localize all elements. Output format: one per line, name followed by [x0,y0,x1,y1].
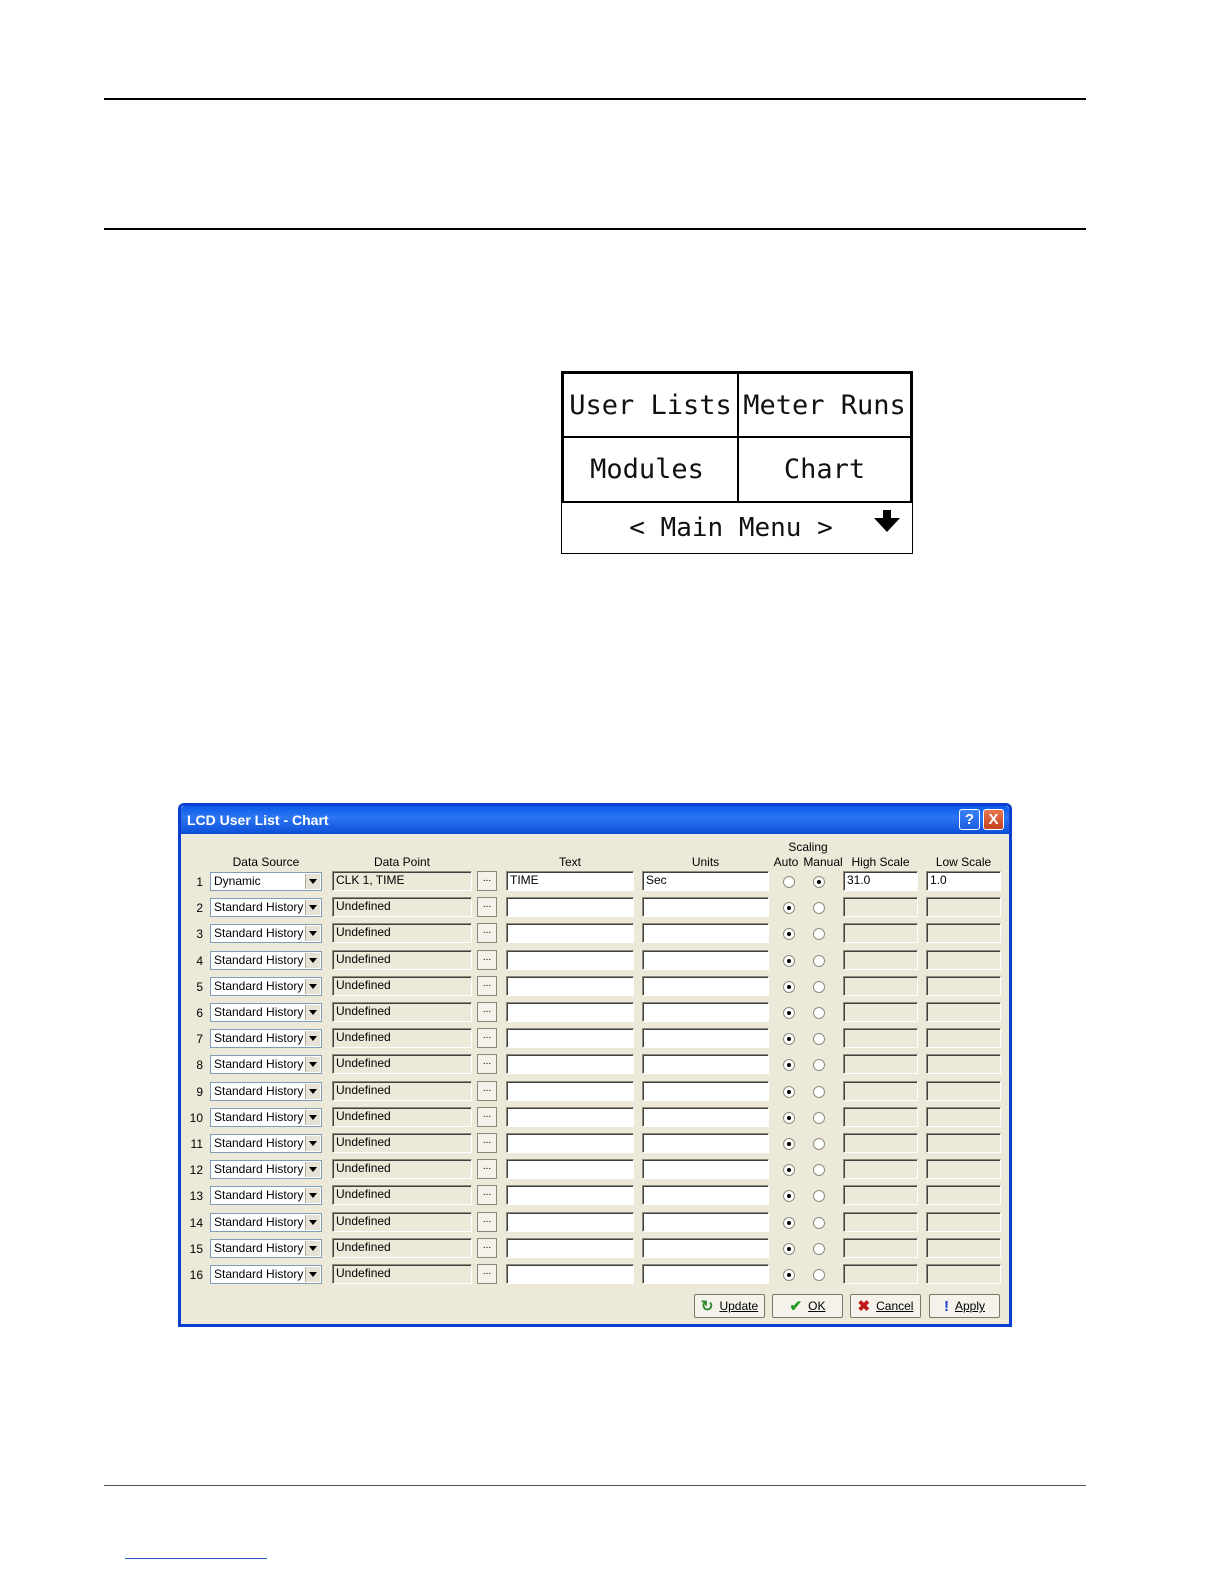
scaling-auto-radio[interactable] [783,1007,795,1019]
data-source-value: Standard History [214,900,304,914]
scaling-auto-radio[interactable] [783,1269,795,1281]
units-input[interactable] [642,1107,769,1127]
data-point-field: Undefined [332,950,472,970]
high-scale-input[interactable] [843,1028,918,1048]
data-source-value: Standard History [214,1057,304,1071]
chevron-down-icon[interactable] [305,1005,320,1020]
data-source-value: Standard History [214,1031,304,1045]
text-input[interactable] [506,1054,634,1074]
row-number: 7 [196,1032,203,1046]
data-source-select[interactable] [210,977,322,996]
units-input[interactable] [642,1054,769,1074]
units-input[interactable] [642,897,769,917]
text-input[interactable] [506,1185,634,1205]
high-scale-input[interactable] [843,1002,918,1022]
browse-button[interactable]: ... [477,923,497,943]
low-scale-input[interactable] [926,923,1001,943]
header-rule-bottom [104,228,1086,230]
data-source-value: Standard History [214,926,304,940]
scaling-manual-radio[interactable] [813,1033,825,1045]
browse-button[interactable]: ... [477,1081,497,1101]
data-point-field: Undefined [332,897,472,917]
browse-button[interactable]: ... [477,976,497,996]
header-high-scale: High Scale [851,855,910,869]
text-input[interactable] [506,976,634,996]
high-scale-input[interactable]: 31.0 [843,871,918,891]
high-scale-input[interactable] [843,1264,918,1284]
update-button[interactable] [694,1294,765,1318]
chevron-down-icon[interactable] [305,1031,320,1046]
units-input[interactable] [642,1212,769,1232]
row-number: 13 [189,1189,203,1203]
row-number: 5 [196,980,203,994]
row-number: 14 [189,1216,203,1230]
data-point-field: Undefined [332,1159,472,1179]
low-scale-input[interactable]: 1.0 [926,871,1001,891]
text-input[interactable] [506,1212,634,1232]
scaling-manual-radio[interactable] [813,1059,825,1071]
data-source-value: Dynamic [214,874,261,888]
data-source-select[interactable] [210,1186,322,1205]
high-scale-input[interactable] [843,1185,918,1205]
data-point-field: Undefined [332,1133,472,1153]
footer-rule [104,1485,1086,1486]
row-number: 16 [189,1268,203,1282]
data-source-select[interactable] [210,1029,322,1048]
low-scale-input[interactable] [926,1107,1001,1127]
button-label: Update [719,1299,759,1313]
chevron-down-icon[interactable] [305,1188,320,1203]
units-input[interactable] [642,1002,769,1022]
units-input[interactable] [642,950,769,970]
scaling-auto-radio[interactable] [783,876,795,888]
chevron-down-icon[interactable] [305,1136,320,1151]
row-number: 15 [189,1242,203,1256]
low-scale-input[interactable] [926,1212,1001,1232]
data-source-value: Standard History [214,1084,304,1098]
units-input[interactable]: Sec [642,871,769,891]
chevron-down-icon[interactable] [305,900,320,915]
data-source-value: Standard History [214,1188,304,1202]
high-scale-input[interactable] [843,950,918,970]
text-input[interactable]: TIME [506,871,634,891]
data-source-select[interactable] [210,1108,322,1127]
dialog-title: LCD User List - Chart [181,806,1009,834]
scaling-auto-radio[interactable] [783,1086,795,1098]
data-point-field: Undefined [332,1028,472,1048]
high-scale-input[interactable] [843,1159,918,1179]
scaling-auto-radio[interactable] [783,1217,795,1229]
data-source-value: Standard History [214,1136,304,1150]
high-scale-input[interactable] [843,1238,918,1258]
data-source-select[interactable] [210,1003,322,1022]
units-input[interactable] [642,923,769,943]
low-scale-input[interactable] [926,1238,1001,1258]
units-input[interactable] [642,1028,769,1048]
button-label: Apply [954,1299,986,1313]
text-input[interactable] [506,950,634,970]
text-input[interactable] [506,1238,634,1258]
text-input[interactable] [506,1028,634,1048]
header-rule-top [104,98,1086,100]
scaling-manual-radio[interactable] [813,981,825,993]
browse-button[interactable]: ... [477,871,497,891]
scaling-manual-radio[interactable] [813,1217,825,1229]
low-scale-input[interactable] [926,1054,1001,1074]
header-data-source: Data Source [232,855,300,869]
header-data-point: Data Point [373,855,431,869]
text-input[interactable] [506,923,634,943]
high-scale-input[interactable] [843,1054,918,1074]
lcd-footer-main-menu: < Main Menu > [629,513,833,543]
data-point-field: Undefined [332,1107,472,1127]
low-scale-input[interactable] [926,976,1001,996]
scaling-manual-radio[interactable] [813,1086,825,1098]
units-input[interactable] [642,1238,769,1258]
browse-button[interactable]: ... [477,950,497,970]
text-input[interactable] [506,1107,634,1127]
chevron-down-icon[interactable] [305,1057,320,1072]
chevron-down-icon[interactable] [305,1110,320,1125]
cancel-button[interactable] [850,1294,921,1318]
units-input[interactable] [642,976,769,996]
browse-button[interactable]: ... [477,1054,497,1074]
chevron-down-icon[interactable] [305,1267,320,1282]
text-input[interactable] [506,1133,634,1153]
scaling-manual-radio[interactable] [813,1138,825,1150]
cancel-icon: ✖ [857,1298,871,1315]
row-number: 8 [196,1058,203,1072]
browse-button[interactable]: ... [477,1212,497,1232]
low-scale-input[interactable] [926,1185,1001,1205]
lcd-item-modules[interactable]: Modules [590,454,704,485]
row-number: 4 [196,954,203,968]
browse-button[interactable]: ... [477,1028,497,1048]
scaling-auto-radio[interactable] [783,1112,795,1124]
down-arrow-head [874,518,900,532]
data-source-value: Standard History [214,979,304,993]
scaling-auto-radio[interactable] [783,1190,795,1202]
chevron-down-icon[interactable] [305,1162,320,1177]
data-source-value: Standard History [214,1215,304,1229]
update-icon: ↻ [700,1298,714,1315]
row-number: 3 [196,927,203,941]
browse-button[interactable]: ... [477,1133,497,1153]
high-scale-input[interactable] [843,897,918,917]
data-source-value: Standard History [214,1162,304,1176]
header-text: Text [558,855,581,869]
high-scale-input[interactable] [843,1107,918,1127]
browse-button[interactable]: ... [477,1159,497,1179]
browse-button[interactable]: ... [477,1185,497,1205]
data-point-field: Undefined [332,1054,472,1074]
row-number: 10 [189,1111,203,1125]
units-input[interactable] [642,1159,769,1179]
data-point-field: Undefined [332,923,472,943]
low-scale-input[interactable] [926,1028,1001,1048]
data-point-field: CLK 1, TIME [332,871,472,891]
data-point-field: Undefined [332,976,472,996]
lcd-user-list-chart-dialog [178,803,1012,1327]
text-input[interactable] [506,1264,634,1284]
row-number: 1 [196,875,203,889]
scaling-manual-radio[interactable] [813,1243,825,1255]
units-input[interactable] [642,1264,769,1284]
header-low-scale: Low Scale [935,855,992,869]
check-icon: ✔ [789,1298,803,1315]
browse-button[interactable]: ... [477,1264,497,1284]
button-label: OK [808,1299,826,1313]
row-number: 2 [196,901,203,915]
data-point-field: Undefined [332,1185,472,1205]
scaling-auto-radio[interactable] [783,1243,795,1255]
scaling-auto-radio[interactable] [783,1033,795,1045]
scaling-manual-radio[interactable] [813,902,825,914]
data-source-value: Standard History [214,1005,304,1019]
data-point-field: Undefined [332,1264,472,1284]
close-button[interactable]: X [983,809,1004,830]
data-source-value: Standard History [214,1241,304,1255]
browse-button[interactable]: ... [477,1002,497,1022]
ok-button[interactable] [772,1294,843,1318]
scaling-manual-radio[interactable] [813,1269,825,1281]
text-input[interactable] [506,1159,634,1179]
button-label: Cancel [876,1299,914,1313]
data-point-field: Undefined [332,1081,472,1101]
footer-link-underline [125,1558,267,1559]
header-auto: Auto [773,855,799,869]
scaling-auto-radio[interactable] [783,955,795,967]
low-scale-input[interactable] [926,950,1001,970]
scaling-auto-radio[interactable] [783,981,795,993]
high-scale-input[interactable] [843,1133,918,1153]
lcd-main-menu [561,371,913,554]
scaling-auto-radio[interactable] [783,902,795,914]
high-scale-input[interactable] [843,1081,918,1101]
apply-button[interactable] [929,1294,1000,1318]
chevron-down-icon[interactable] [305,1241,320,1256]
browse-button[interactable]: ... [477,1107,497,1127]
high-scale-input[interactable] [843,923,918,943]
data-point-field: Undefined [332,1002,472,1022]
scaling-manual-radio[interactable] [813,1112,825,1124]
browse-button[interactable]: ... [477,897,497,917]
row-number: 9 [196,1085,203,1099]
data-source-select[interactable] [210,951,322,970]
scaling-manual-radio[interactable] [813,876,825,888]
chevron-down-icon[interactable] [305,874,320,889]
low-scale-input[interactable] [926,1159,1001,1179]
browse-button[interactable]: ... [477,1238,497,1258]
help-button[interactable]: ? [959,809,980,830]
chevron-down-icon[interactable] [305,1215,320,1230]
text-input[interactable] [506,1081,634,1101]
chevron-down-icon[interactable] [305,1084,320,1099]
units-input[interactable] [642,1133,769,1153]
low-scale-input[interactable] [926,1133,1001,1153]
data-source-select[interactable] [210,1265,322,1284]
header-scaling: Scaling [788,840,828,854]
data-source-select[interactable] [210,1134,322,1153]
scaling-manual-radio[interactable] [813,955,825,967]
lcd-item-chart[interactable]: Chart [783,454,866,485]
chevron-down-icon[interactable] [305,979,320,994]
data-source-value: Standard History [214,1267,304,1281]
data-point-field: Undefined [332,1238,472,1258]
scaling-auto-radio[interactable] [783,928,795,940]
header-units: Units [691,855,720,869]
data-source-select[interactable] [210,1160,322,1179]
scaling-manual-radio[interactable] [813,928,825,940]
scaling-manual-radio[interactable] [813,1007,825,1019]
high-scale-input[interactable] [843,1212,918,1232]
low-scale-input[interactable] [926,1002,1001,1022]
units-input[interactable] [642,1185,769,1205]
data-source-select[interactable] [210,898,322,917]
chevron-down-icon[interactable] [305,926,320,941]
scaling-manual-radio[interactable] [813,1190,825,1202]
scaling-manual-radio[interactable] [813,1164,825,1176]
header-manual: Manual [803,855,843,869]
scaling-auto-radio[interactable] [783,1059,795,1071]
low-scale-input[interactable] [926,1081,1001,1101]
chevron-down-icon[interactable] [305,953,320,968]
lcd-item-meter-runs[interactable]: Meter Runs [743,389,906,421]
exclamation-icon: ! [943,1297,949,1315]
scaling-auto-radio[interactable] [783,1138,795,1150]
data-source-select[interactable] [210,924,322,943]
high-scale-input[interactable] [843,976,918,996]
data-source-select[interactable] [210,872,322,891]
low-scale-input[interactable] [926,1264,1001,1284]
units-input[interactable] [642,1081,769,1101]
row-number: 12 [189,1163,203,1177]
low-scale-input[interactable] [926,897,1001,917]
text-input[interactable] [506,1002,634,1022]
data-source-value: Standard History [214,953,304,967]
data-point-field: Undefined [332,1212,472,1232]
text-input[interactable] [506,897,634,917]
row-number: 11 [190,1137,203,1151]
data-source-select[interactable] [210,1082,322,1101]
lcd-item-user-lists[interactable]: User Lists [569,389,732,421]
data-source-select[interactable] [210,1239,322,1258]
data-source-select[interactable] [210,1213,322,1232]
row-number: 6 [196,1006,203,1020]
scaling-auto-radio[interactable] [783,1164,795,1176]
data-source-select[interactable] [210,1055,322,1074]
data-source-value: Standard History [214,1110,304,1124]
